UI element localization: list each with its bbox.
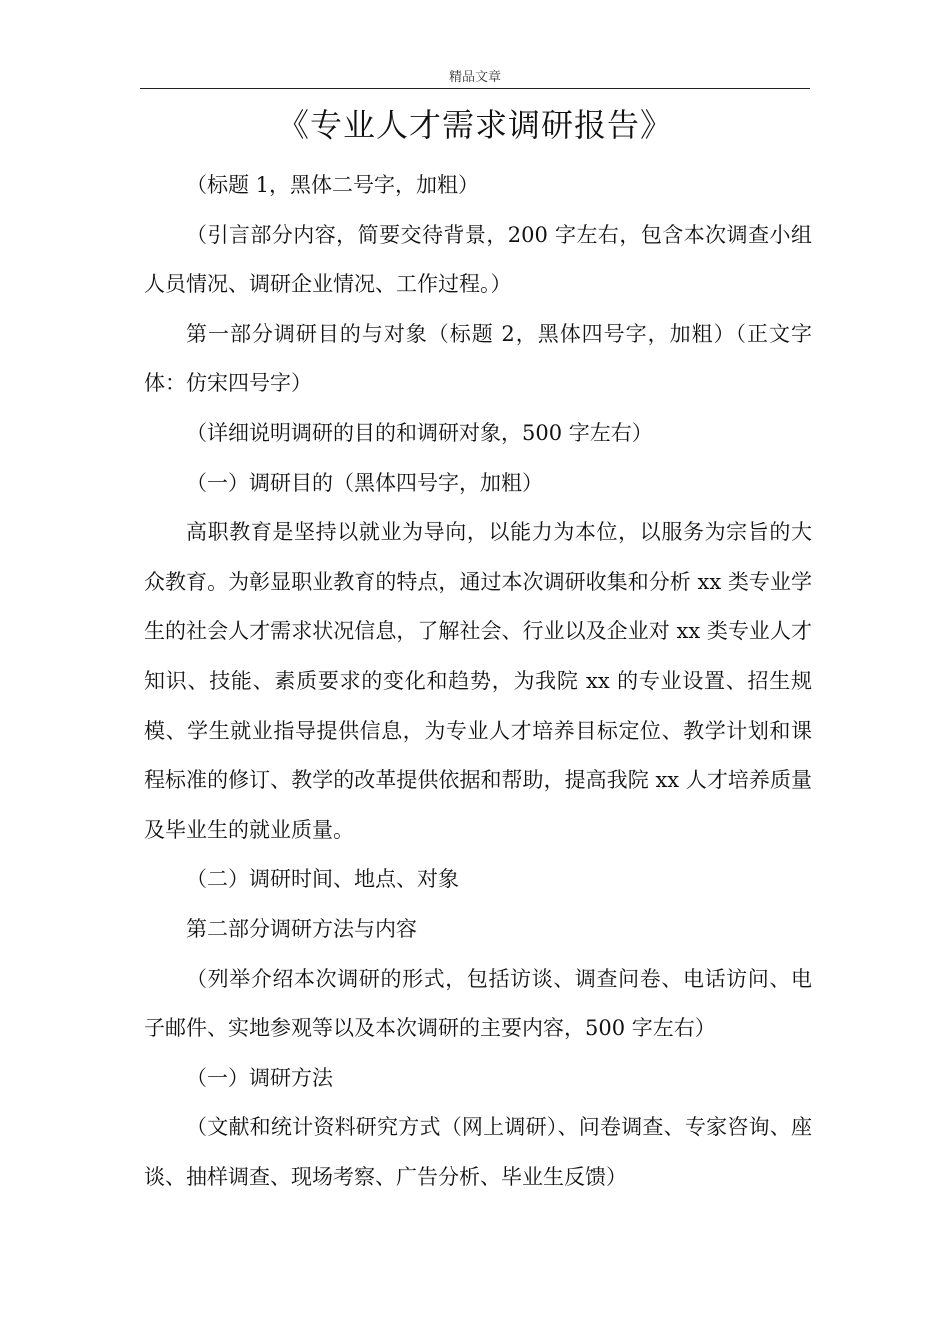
paragraph-part2-note: （列举介绍本次调研的形式，包括访谈、调查问卷、电话访问、电子邮件、实地参观等以及本次调研的主要内容，500 字左右）: [144, 966, 812, 1041]
paragraph-title-note: （标题 1，黑体二号字，加粗）: [186, 173, 480, 197]
paragraph-methods-list: （文献和统计资料研究方式（网上调研）、问卷调查、专家咨询、座谈、抽样调查、现场考察、广告分析、毕业生反馈）: [144, 1115, 812, 1189]
subheading-methods: （一）调研方法: [186, 1065, 333, 1090]
page-header: 精品文章: [448, 70, 501, 85]
section-heading-part2: 第二部分调研方法与内容: [186, 916, 417, 941]
document-title: 《专业人才需求调研报告》: [276, 106, 673, 144]
subheading-time-place: （二）调研时间、地点、对象: [186, 867, 459, 892]
subheading-purpose: （一）调研目的（黑体四号字，加粗）: [186, 470, 543, 495]
document-body: [144, 161, 812, 1202]
paragraph-part1-note: （详细说明调研的目的和调研对象，500 字左右）: [186, 420, 653, 445]
paragraph-purpose-body: 高职教育是坚持以就业为导向，以能力为本位，以服务为宗旨的大众教育。为彰显职业教育的特点，通过本次调研收集和分析 xx 类专业学生的社会人才需求状况信息，了解社会、行业以及企业对 xx 类专业人才知识、技能、素质要求的变化和趋势，为我院 xx 的专业设置、招生规模、学生就业指导提供信息，为专业人才培养目标定位、教学计划和课程标准的修订、教学的改革提供依据和帮助，提高我院 xx 人才培养质量及毕业生的就业质量。: [144, 520, 812, 842]
paragraph-intro-note: （引言部分内容，简要交待背景，200 字左右，包含本次调查小组人员情况、调研企业情况、工作过程。）: [144, 222, 812, 297]
section-heading-part1: 第一部分调研目的与对象（标题 2，黑体四号字，加粗）（正文字体：仿宋四号字）: [144, 321, 812, 396]
header-divider: [140, 88, 810, 89]
